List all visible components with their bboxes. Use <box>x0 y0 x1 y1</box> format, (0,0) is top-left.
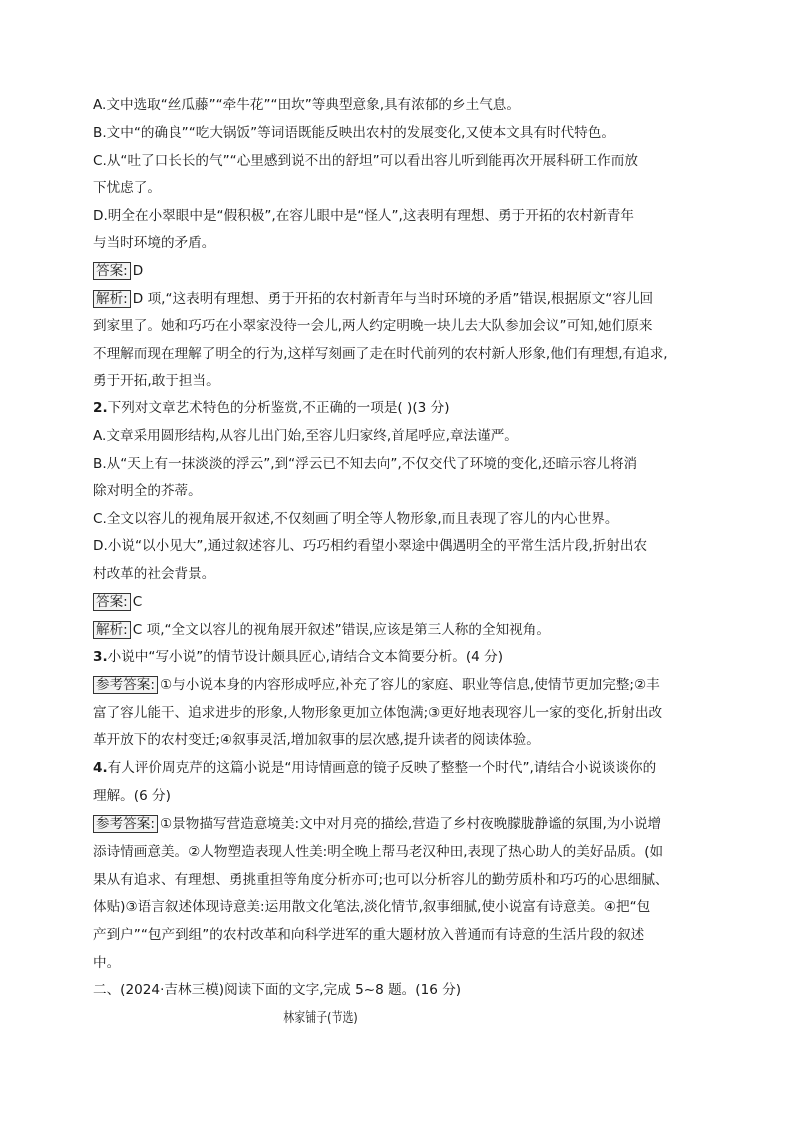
analysis-text: C 项,“全文以容儿的视角展开叙述”错误,应该是第三人称的全知视角。 <box>132 622 550 638</box>
q2-analysis <box>93 620 550 640</box>
answer-label: 答案: <box>93 593 131 611</box>
q1-option-b: B.文中“的确良”“吃大锅饭”等词语既能反映出农村的发展变化,又使本文具有时代特色。 <box>93 125 615 141</box>
analysis-label: 解析: <box>93 621 131 639</box>
answer-label: 答案: <box>93 262 131 280</box>
analysis-text: D 项,“这表明有理想、勇于开拓的农村新青年与当时环境的矛盾”错误,根据原文“容儿回 <box>132 291 654 307</box>
question-number: 3. <box>93 649 108 665</box>
q4-answer-line6: 中。 <box>93 955 121 971</box>
question-text: 有人评价周克芹的这篇小说是“用诗情画意的镜子反映了整整一个时代”,请结合小说谈谈你的 <box>107 760 657 776</box>
answer-value: D <box>132 263 144 279</box>
q4-answer-line4: 体贴)③语言叙述体现诗意美:运用散文化笔法,淡化情节,叙事细腻,使小说富有诗意美。④把“包 <box>93 899 651 915</box>
q3-stem <box>93 647 503 667</box>
q2-stem <box>93 398 450 418</box>
q1-analysis-line1 <box>93 289 653 309</box>
q1-option-d-line2: 与当时环境的矛盾。 <box>93 235 216 251</box>
q4-answer-line1 <box>93 814 661 834</box>
q3-answer-line3: 革开放下的农村变迁;④叙事灵活,增加叙事的层次感,提升读者的阅读体验。 <box>93 732 540 748</box>
q4-stem-line1 <box>93 758 656 778</box>
q4-answer-line3: 果从有追求、有理想、勇挑重担等角度分析亦可;也可以分析容儿的勤劳质朴和巧巧的心思细腻、 <box>93 872 669 888</box>
question-text: 小说中“写小说”的情节设计颇具匠心,请结合文本简要分析。(4 分) <box>107 649 504 665</box>
passage-title: 林家铺子(节选) <box>283 1010 358 1026</box>
q1-option-a: A.文中选取“丝瓜藤”“牵牛花”“田坎”等典型意象,具有浓郁的乡土气息。 <box>93 97 520 113</box>
answer-text: ①与小说本身的内容形成呼应,补充了容儿的家庭、职业等信息,使情节更加完整;②丰 <box>159 677 660 693</box>
question-number: 4. <box>93 760 108 776</box>
q2-option-b-line1: B.从“天上有一抹淡淡的浮云”,到“浮云已不知去向”,不仅交代了环境的变化,还暗示容儿将消 <box>93 456 638 472</box>
q1-option-c-line1: C.从“吐了口长长的气”“心里感到说不出的舒坦”可以看出容儿听到能再次开展科研工作而放 <box>93 153 638 169</box>
question-text: 下列对文章艺术特色的分析鉴赏,不正确的一项是( )(3 分) <box>107 400 450 416</box>
q1-analysis-line4: 勇于开拓,敢于担当。 <box>93 373 220 389</box>
q1-analysis-line3: 不理解而现在理解了明全的行为,这样写刻画了走在时代前列的农村新人形象,他们有理想,有追求, <box>93 346 668 362</box>
reference-answer-label: 参考答案: <box>93 676 158 694</box>
answer-text: ①景物描写营造意境美:文中对月亮的描绘,营造了乡村夜晚朦胧静谧的氛围,为小说增 <box>159 816 662 832</box>
section-two-heading: 二、(2024·吉林三模)阅读下面的文字,完成 5~8 题。(16 分) <box>93 982 462 998</box>
answer-value: C <box>132 594 143 610</box>
q2-option-d-line2: 村改革的社会背景。 <box>93 566 216 582</box>
q3-answer-line1 <box>93 675 660 695</box>
q4-answer-line5: 产到户”“包产到组”的农村改革和向科学进军的重大题材放入普通而有诗意的生活片段的叙述 <box>93 927 645 943</box>
reference-answer-label: 参考答案: <box>93 815 158 833</box>
q1-option-d-line1: D.明全在小翠眼中是“假积极”,在容儿眼中是“怪人”,这表明有理想、勇于开拓的农村新青年 <box>93 208 634 224</box>
q2-option-d-line1: D.小说“以小见大”,通过叙述容儿、巧巧相约看望小翠途中偶遇明全的平常生活片段,折射出农 <box>93 538 648 554</box>
q3-answer-line2: 富了容儿能干、追求进步的形象,人物形象更加立体饱满;③更好地表现容儿一家的变化,折射出改 <box>93 705 663 721</box>
q2-answer <box>93 592 142 612</box>
q4-stem-line2: 理解。(6 分) <box>93 788 171 804</box>
analysis-label: 解析: <box>93 290 131 308</box>
q1-option-c-line2: 下忧虑了。 <box>93 180 161 196</box>
question-number: 2. <box>93 400 108 416</box>
q2-option-c: C.全文以容儿的视角展开叙述,不仅刻画了明全等人物形象,而且表现了容儿的内心世界。 <box>93 511 619 527</box>
q4-answer-line2: 添诗情画意美。②人物塑造表现人性美:明全晚上帮马老汉种田,表现了热心助人的美好品质。(如 <box>93 844 664 860</box>
q1-answer <box>93 261 143 281</box>
q1-analysis-line2: 到家里了。她和巧巧在小翠家没待一会儿,两人约定明晚一块儿去大队参加会议”可知,她们原来 <box>93 318 653 334</box>
q2-option-a: A.文章采用圆形结构,从容儿出门始,至容儿归家终,首尾呼应,章法谨严。 <box>93 428 518 444</box>
q2-option-b-line2: 除对明全的芥蒂。 <box>93 483 202 499</box>
